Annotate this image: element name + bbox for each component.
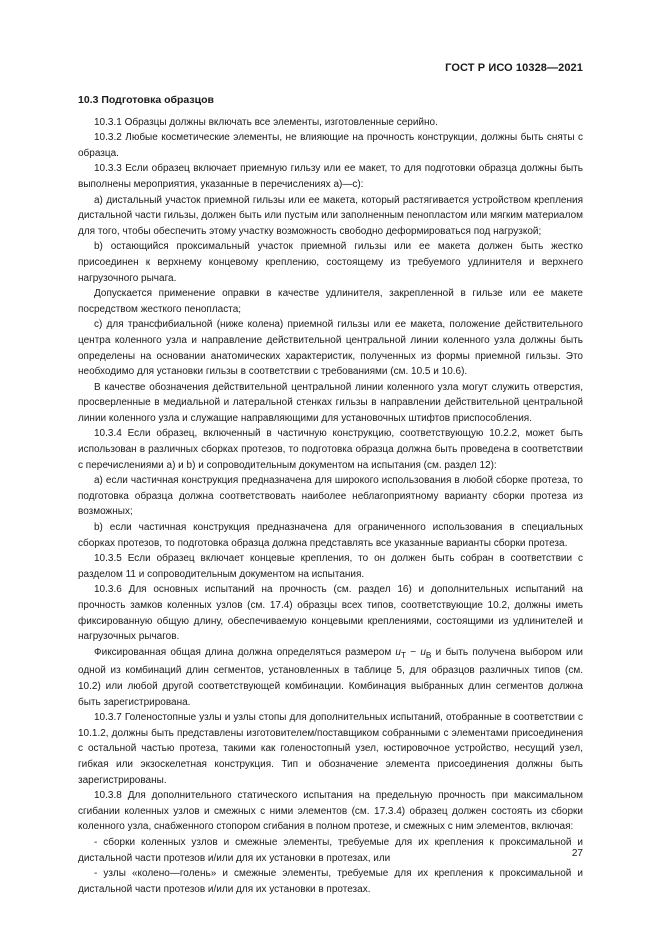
paragraph: 10.3.3 Если образец включает приемную гильзу или ее макет, то для подготовки образца должны быть выполнены мероприятия, указанные в перечислениях а)—с): [78,163,583,190]
section-title: 10.3 Подготовка образцов [78,94,214,106]
formula-text-after: и быть получена выбором или одной из комбинаций длин сегментов, установленных в таблице 5, для образцов различных типов (см. 10.2) или любой другой соответствующей комбинации. Комбинация выбранных длин сегментов должна быть зарегистрирована. [78,646,583,708]
paragraph: 10.3.4 Если образец, включенный в частичную конструкцию, соответствующую 10.2.2, может быть использован в различных сборках протезов, то подготовка образца должна быть проведена в соответствии с перечислениями а) и b) и сопроводительным документом на испытания (см. раздел 12): [78,428,583,471]
paragraph: Допускается применение оправки в качестве удлинителя, закрепленной в гильзе или ее макете посредством жесткого пенопласта; [78,288,583,315]
formula-u-b: u [420,646,426,658]
page-number: 27 [571,848,583,859]
formula-sub-b: B [425,649,432,660]
paragraph: 10.3.6 Для основных испытаний на прочность (см. раздел 16) и дополнительных испытаний на прочность замков коленных узлов (см. 17.4) образцы всех типов, соответствующие 10.2, должны иметь фиксированную общую длину, обеспечиваемую концевыми креплениями, состоящими из удлинителей и нагрузочных рычагов. [78,584,583,643]
paragraph: с) для трансфибиальной (ниже колена) приемной гильзы или ее макета, положение действительного центра коленного узла и направление действительной центральной линии коленного узла должны быть определены на основании анатомических характеристик, полученных из формы приемной гильзы. Это необходимо для установки гильзы в соответствии с требованиями (см. 10.5 и 10.6). [78,319,583,378]
paragraph: 10.3.1 Образцы должны включать все элементы, изготовленные серийно. [94,116,438,128]
formula-paragraph [78,645,583,710]
paragraph: 10.3.5 Если образец включает концевые крепления, то он должен быть собран в соответствии с разделом 11 и сопроводительным документом на испытания. [78,553,583,580]
formula-text-before: Фиксированная общая длина должна определяться размером [94,646,396,658]
document-header: ГОСТ Р ИСО 10328—2021 [445,62,583,74]
paragraph: b) остающийся проксимальный участок приемной гильзы или ее макета должен быть жестко присоединен к верхнему концевому креплению, состоящему из требуемого удлинителя и верхнего нагрузочного рычага. [78,241,583,284]
paragraph: 10.3.2 Любые косметические элементы, не влияющие на прочность конструкции, должны быть сняты с образца. [78,132,583,159]
formula-sub-t: T [400,649,407,660]
formula-minus: − [406,646,421,658]
paragraph: - сборки коленных узлов и смежные элементы, требуемые для их крепления к проксимальной и дистальной части протезов и/или для их установки в протезах, или [78,836,583,864]
formula-u-t: u [395,646,401,658]
paragraph: В качестве обозначения действительной центральной линии коленного узла могут служить отверстия, просверленные в медиальной и латеральной стенках гильзы в направлении действительной центральной линии коленного узла и служащие направляющими для установочных штифтов приспособления. [78,381,583,424]
paragraph: b) если частичная конструкция предназначена для ограниченного использования в специальных сборках протезов, то подготовка образца должна представлять все указанные варианты сборки протеза. [78,522,583,549]
paragraph: - узлы «колено—голень» и смежные элементы, требуемые для их крепления к проксимальной и дистальной части протезов и/или для их установки в протезах. [78,868,583,895]
paragraph: 10.3.7 Голеностопные узлы и узлы стопы для дополнительных испытаний, отобранные в соответствии с 10.1.2, должны быть представлены изготовителем/поставщиком собранными с элементами присоединения с остальной частью протеза, такими как голеностопный узел, юстировочное устройство, несущий узел, гибкая или экзоскелетная конструкция. Тип и обозначение элемента присоединения должны быть зарегистрированы. [78,712,583,786]
paragraph: 10.3.8 Для дополнительного статического испытания на предельную прочность при максимальном сгибании коленных узлов и смежных с ними элементов (см. 17.3.4) образец должен состоять из сборки коленного узла, снабженного стопором сгибания в полном протезе, и смежных с ним элементов, включая: [78,790,583,833]
document-body [78,93,583,897]
paragraph: а) дистальный участок приемной гильзы или ее макета, который растягивается устройством крепления дистальной части гильзы, должен быть или пустым или заполненным пенопластом или мягким материалом для того, чтобы обеспечить этому участку возможность свободно деформироваться под нагрузкой; [78,194,583,237]
paragraph: а) если частичная конструкция предназначена для широкого использования в любой сборке протеза, то подготовка образца должна соответствовать наиболее неблагоприятному варианту сборки протеза из возможных; [78,475,583,518]
